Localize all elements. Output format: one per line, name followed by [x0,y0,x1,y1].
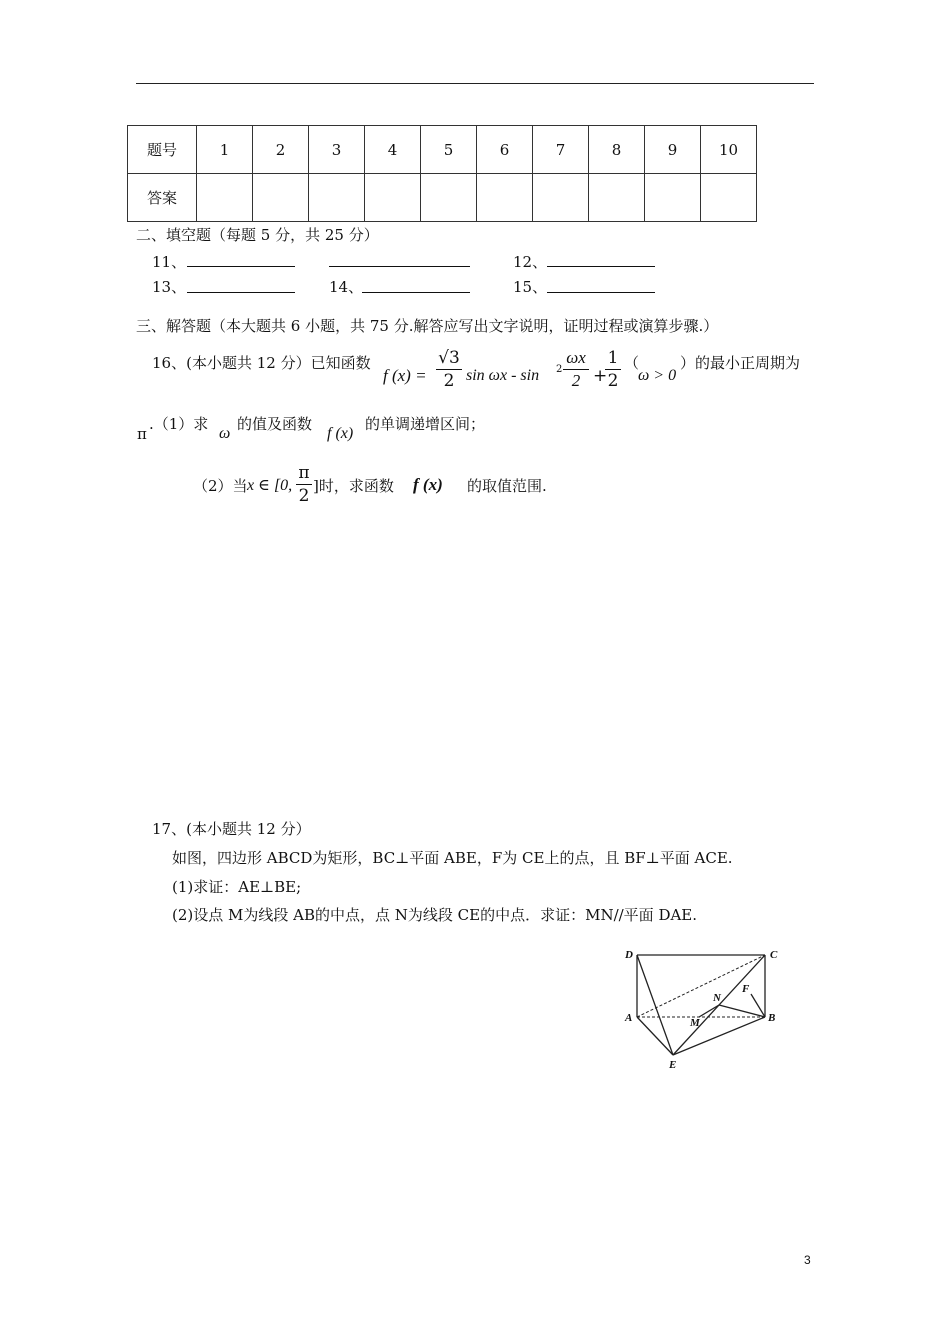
q13-label: 13、 [152,278,187,296]
q16-fx: f (x) = [383,366,427,385]
q16-cond-open: （ [624,354,640,372]
table-cell: 1 [197,126,253,174]
table-cell: 题号 [128,126,197,174]
answer-cell[interactable] [197,174,253,222]
answer-cell[interactable] [253,174,309,222]
label-m: M [690,1017,700,1029]
q14-blank[interactable] [362,292,470,293]
fraction-bar [605,369,621,370]
q16-frac-num: 1 [607,348,619,368]
q16-part2-c: 的取值范围. [467,477,547,495]
answer-cell[interactable] [701,174,757,222]
q16-omega: ω [219,425,231,442]
q16-part1-b: 的值及函数 [237,415,313,433]
label-b: B [768,1012,776,1024]
header-rule [136,83,814,84]
q16-frac-den: 2 [607,371,619,391]
answer-table [127,125,757,222]
q16-pi: π [137,425,147,443]
q16-frac-num: ωx [566,348,586,367]
q16-part2-b: ]时，求函数 [313,477,394,495]
edge-de [637,955,673,1055]
label-e: E [669,1059,677,1071]
q12-blank[interactable] [547,266,655,267]
table-cell: 10 [701,126,757,174]
q16-sin-term: sin ωx - sin [466,367,540,384]
section3-heading: 三、解答题（本大题共 6 小题，共 75 分.解答应写出文字说明，证明过程或演算步骤.） [136,317,719,335]
q16-frac-num: π [298,463,310,483]
answer-cell[interactable] [645,174,701,222]
q16-frac-den: 2 [298,486,310,506]
q15-label: 15、 [513,278,548,296]
q16-frac-half [605,348,621,391]
q16-frac-den: 2 [571,371,581,390]
label-d: D [625,949,633,961]
geometry-figure [620,940,790,1075]
q16-cond-close: ）的最小正周期为 [680,354,801,372]
answer-cell[interactable] [589,174,645,222]
answer-cell[interactable] [365,174,421,222]
fraction-bar [296,484,312,485]
q16-frac-pi2 [296,463,312,506]
q16-part1-a: .（1）求 [149,415,209,433]
label-n: N [713,992,721,1004]
edge-eb [673,1017,765,1055]
table-row [128,174,757,222]
q16-plus: + [593,366,608,386]
edge-ae [637,1017,673,1055]
table-cell: 4 [365,126,421,174]
fraction-bar [563,369,589,370]
label-f: F [742,983,750,995]
q16-frac-sqrt3 [436,348,462,391]
table-cell: 3 [309,126,365,174]
table-cell: 9 [645,126,701,174]
fraction-bar [436,369,462,370]
q17-line1: 如图，四边形 ABCD为矩形，BC⊥平面 ABE，F为 CE上的点，且 BF⊥平面 ACE. [172,849,733,867]
q16-cond: ω > 0 [638,367,677,384]
q16-sup2: 2 [556,364,563,375]
page-number: 3 [804,1253,811,1267]
answer-cell[interactable] [309,174,365,222]
label-c: C [770,949,778,961]
table-cell: 2 [253,126,309,174]
q16-part2-x: x ∈ [0, [247,477,293,494]
answer-cell[interactable] [533,174,589,222]
table-row [128,126,757,174]
q11-label: 11、 [152,253,187,271]
q17-line3: (2)设点 M为线段 AB的中点，点 N为线段 CE的中点．求证：MN//平面 DAE. [172,906,698,924]
q12-label: 12、 [513,253,548,271]
q16-frac-den: 2 [443,371,455,391]
table-cell: 5 [421,126,477,174]
answer-cell[interactable] [477,174,533,222]
table-cell: 7 [533,126,589,174]
q17-line2: (1)求证：AE⊥BE; [172,878,302,896]
q15-blank[interactable] [547,292,655,293]
q16-frac-num: √3 [438,348,460,368]
table-cell: 答案 [128,174,197,222]
q16-fx2: f (x) [327,425,354,442]
q16-part1-c: 的单调递增区间； [365,415,486,433]
table-cell: 8 [589,126,645,174]
section2-heading: 二、填空题（每题 5 分，共 25 分） [136,226,379,244]
q14-label: 14、 [329,278,364,296]
q17-heading: 17、(本小题共 12 分） [152,820,311,838]
label-a: A [625,1012,633,1024]
q11-blank[interactable] [187,266,295,267]
q16-frac-omegax [563,348,589,391]
table-cell: 6 [477,126,533,174]
q16-part2-a: （2）当 [193,477,248,495]
q13-blank[interactable] [187,292,295,293]
answer-cell[interactable] [421,174,477,222]
q11-blank-2[interactable] [329,266,470,267]
q16-part2-f: f (x) [413,475,443,494]
q16-intro: 16、(本小题共 12 分）已知函数 [152,354,371,372]
